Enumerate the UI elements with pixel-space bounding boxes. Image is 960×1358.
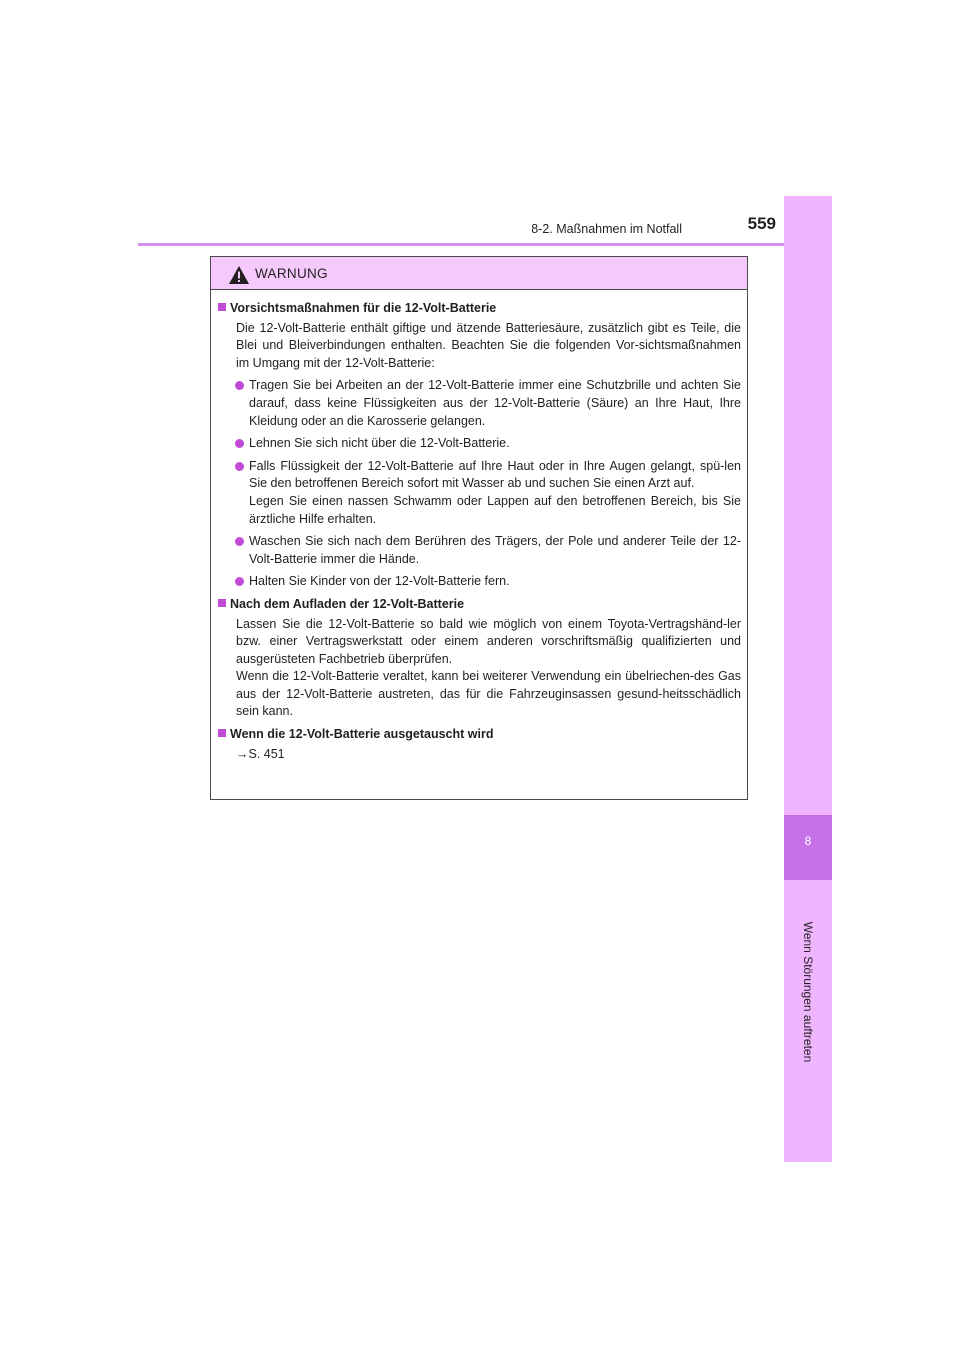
list-item-text: Falls Flüssigkeit der 12-Volt-Batterie auf Ihre Haut oder in Ihre Augen gelangt, spü-len Sie den betroffenen Bereich sofort mit Wasser ab und suchen Sie einen Arzt auf.	[249, 458, 741, 491]
warning-box	[210, 256, 748, 800]
section-heading	[218, 596, 741, 614]
list-item-extra-text: Legen Sie einen nassen Schwamm oder Lappen auf den betroffenen Bereich, bis Sie ärztliche Hilfe erhalten.	[249, 493, 741, 526]
square-bullet-icon	[218, 729, 226, 737]
warning-title: WARNUNG	[255, 266, 328, 281]
list-item	[249, 533, 741, 568]
section-heading-text: Wenn die 12-Volt-Batterie ausgetauscht wird	[230, 727, 494, 742]
circle-bullet-icon	[235, 537, 244, 546]
section-paragraph: Wenn die 12-Volt-Batterie veraltet, kann bei weiterer Verwendung ein übelriechen-des Gas aus der 12-Volt-Batterie austreten, das für die Fahrzeuginsassen gesund-heitsschädlich sein kann.	[236, 669, 741, 719]
section-heading-text: Nach dem Aufladen der 12-Volt-Batterie	[230, 596, 465, 611]
running-header-section: 8-2. Maßnahmen im Notfall	[531, 222, 682, 236]
circle-bullet-icon	[235, 381, 244, 390]
circle-bullet-icon	[235, 462, 244, 471]
circle-bullet-icon	[235, 439, 244, 448]
chapter-number: 8	[804, 834, 812, 848]
list-item	[249, 377, 741, 430]
chapter-title: Wenn Störungen auftreten	[801, 921, 815, 1063]
warning-body	[211, 290, 747, 763]
section-paragraph: Lassen Sie die 12-Volt-Batterie so bald wie möglich von einem Toyota-Vertragshänd-ler bzw. einer Vertragswerkstatt oder einem anderen vorschriftsmäßig qualifizierten und ausgerüsteten Fachbetrieb überprüfen.	[236, 616, 741, 666]
section-intro: Die 12-Volt-Batterie enthält giftige und ätzende Batteriesäure, zusätzlich gibt es Teile, die Blei und Bleiverbindungen enthalten. Beachten Sie die folgenden Vor-sichtsmaßnahmen im Umgang mit der 12-Volt-Batterie:	[236, 320, 741, 370]
section-heading-text: Vorsichtsmaßnahmen für die 12-Volt-Batterie	[230, 301, 497, 315]
header-rule	[138, 243, 832, 246]
chapter-number-tab	[784, 815, 832, 880]
list-item-text: Halten Sie Kinder von der 12-Volt-Batterie fern.	[249, 574, 510, 589]
section-heading	[218, 726, 741, 744]
square-bullet-icon	[218, 599, 226, 607]
list-item	[249, 573, 741, 591]
page-reference: →S. 451	[236, 746, 285, 761]
list-item	[249, 435, 741, 453]
warning-triangle-icon	[228, 265, 250, 285]
list-item	[249, 458, 741, 528]
list-item-text: Waschen Sie sich nach dem Berühren des Trägers, der Pole und anderer Teile der 12-Volt-Batterie immer die Hände.	[249, 534, 741, 566]
warning-header	[211, 257, 747, 290]
square-bullet-icon	[218, 303, 226, 311]
list-item-text: Lehnen Sie sich nicht über die 12-Volt-Batterie.	[249, 436, 510, 451]
circle-bullet-icon	[235, 577, 244, 586]
page-number: 559	[747, 214, 776, 233]
list-item-text: Tragen Sie bei Arbeiten an der 12-Volt-Batterie immer eine Schutzbrille und achten Sie darauf, dass keine Flüssigkeiten aus der 12-Volt-Batterie (Säure) an Ihre Haut, Ihre Kleidung oder an die Karosserie gelangen.	[249, 378, 741, 428]
section-heading	[218, 300, 741, 318]
